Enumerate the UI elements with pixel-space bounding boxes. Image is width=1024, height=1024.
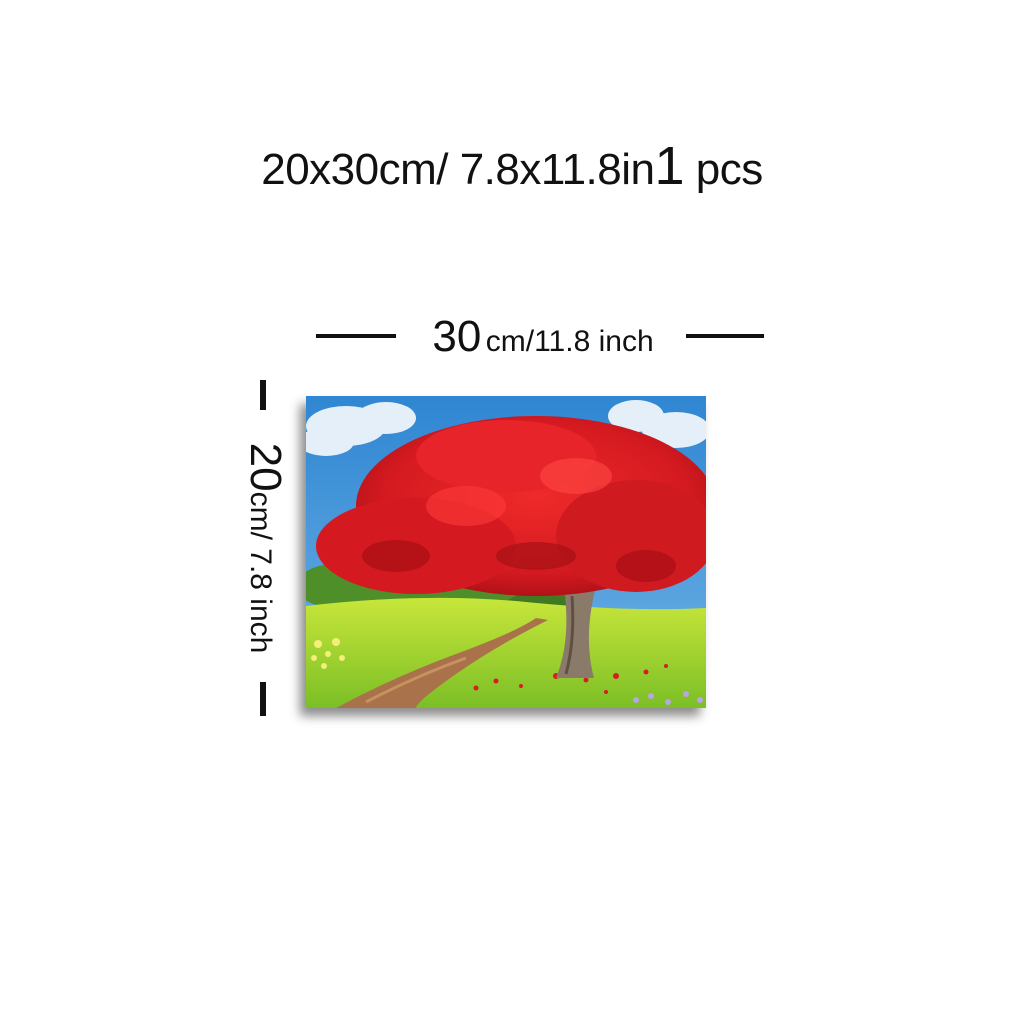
painting-artwork: [306, 396, 706, 708]
painting-meadow: [306, 598, 706, 708]
width-unit: cm/11.8 inch: [485, 325, 654, 358]
height-dimension-line-bottom: [260, 682, 266, 716]
width-dimension: [312, 312, 768, 362]
headline-x: x: [309, 145, 331, 194]
headline-count-unit: pcs: [695, 145, 763, 194]
canvas-painting: [306, 396, 706, 708]
height-dimension: [240, 376, 290, 720]
width-number: 30: [432, 312, 482, 361]
height-number: 20: [241, 442, 290, 492]
height-unit: cm/ 7.8 inch: [244, 491, 277, 654]
size-headline: [0, 138, 1024, 198]
headline-size-rest: 30cm/ 7.8x11.8in: [330, 145, 655, 194]
headline-size-metric: 20: [261, 145, 310, 194]
width-dimension-label: [408, 312, 678, 362]
width-dimension-line-right: [686, 334, 764, 338]
height-dimension-label: [240, 443, 290, 654]
height-dimension-line-top: [260, 380, 266, 410]
headline-count-number: 1: [654, 136, 685, 196]
width-dimension-line-left: [316, 334, 396, 338]
